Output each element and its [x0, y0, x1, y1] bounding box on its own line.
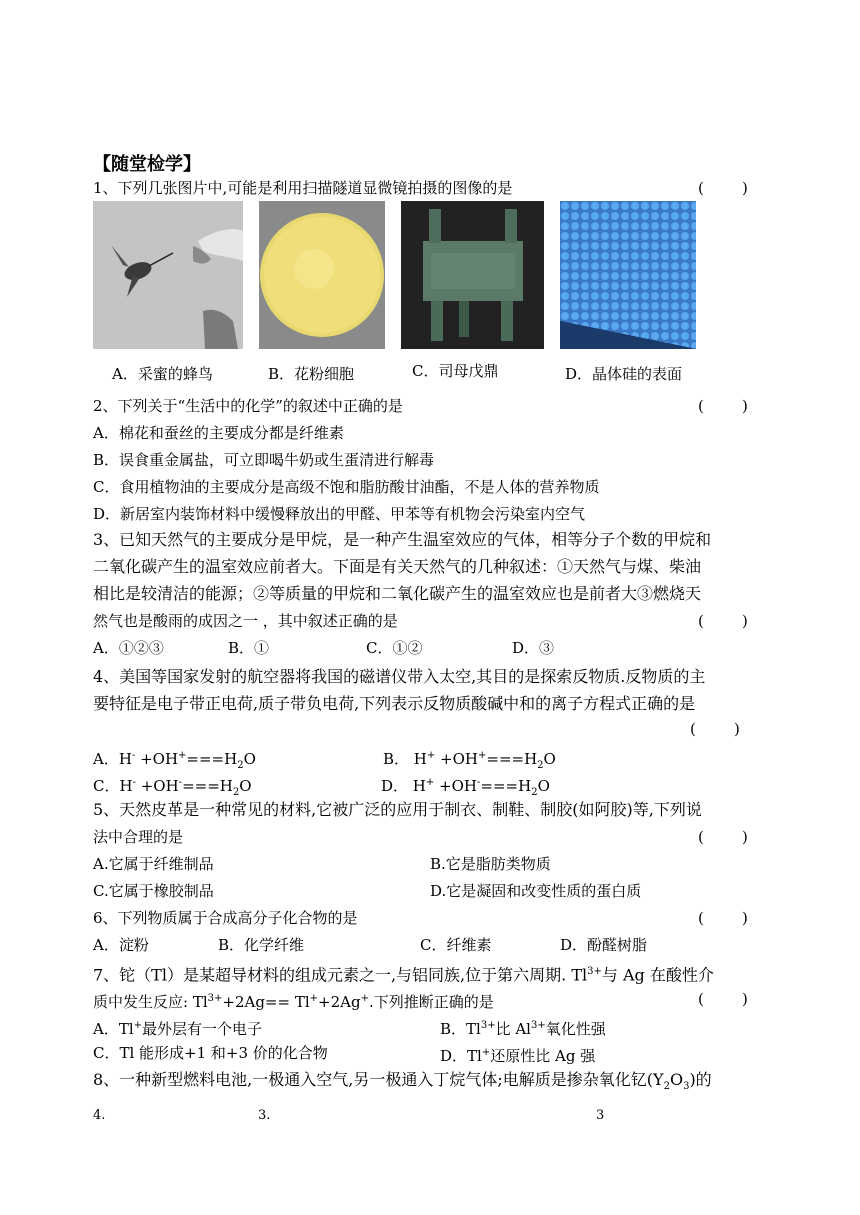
answer-blank: ( )	[698, 612, 748, 630]
q8-line-1: 8、一种新型燃料电池,一极通入空气,另一极通入丁烷气体;电解质是掺杂氧化钇$(Y_2O_3)$的	[93, 1070, 712, 1093]
q7-option-a: A．Tl+最外层有一个电子	[93, 1020, 263, 1038]
pollen-cell-image	[259, 201, 385, 349]
q7-option-b: B．$Tl^{3+}$比 $Al^{3+}$氧化性强	[440, 1020, 606, 1038]
q4-option-a: A．$H^- +OH^+===H_2O$	[93, 750, 256, 771]
q3-line-3: 相比是较清洁的能源；②等质量的甲烷和二氧化碳产生的温室效应也是前者大③燃烧天	[93, 584, 702, 603]
q3-option-c: C．①②	[366, 639, 423, 657]
q2-option-c: C．食用植物油的主要成分是高级不饱和脂肪酸甘油酯，不是人体的营养物质	[93, 478, 600, 496]
caption-b: B．花粉细胞	[268, 365, 355, 383]
q3-line-2: 二氧化碳产生的温室效应前者大。下面是有关天然气的几种叙述：①天然气与煤、柴油	[93, 557, 702, 576]
section-heading: 【随堂检学】	[93, 154, 201, 175]
q5-option-a: A.它属于纤维制品	[93, 855, 214, 873]
q2-option-d: D．新居室内装饰材料中缓慢释放出的甲醛、甲苯等有机物会污染室内空气	[93, 505, 586, 523]
question-1-text: 1、下列几张图片中,可能是利用扫描隧道显微镜拍摄的图像的是	[93, 179, 513, 197]
answer-blank: ( )	[698, 828, 748, 846]
q2-option-b: B．误食重金属盐，可立即喝牛奶或生蛋清进行解毒	[93, 451, 435, 469]
q4-option-c: C．$H^- +OH^-===H_2O$	[93, 777, 252, 798]
q5-line-2: 法中合理的是	[93, 828, 184, 846]
q3-option-d: D．③	[512, 639, 555, 657]
q2-option-a: A．棉花和蚕丝的主要成分都是纤维素	[93, 424, 344, 442]
q6-option-b: B．化学纤维	[218, 936, 305, 954]
ding-vessel-image	[401, 201, 544, 349]
question-2-text: 2、下列关于“生活中的化学”的叙述中正确的是	[93, 397, 403, 415]
silicon-surface-image	[560, 201, 696, 349]
q3-option-a: A．①②③	[93, 639, 164, 657]
answer-blank: ( )	[698, 397, 748, 415]
q3-option-b: B．①	[228, 639, 270, 657]
q3-line-4: 然气也是酸雨的成因之一 ，其中叙述正确的是	[93, 612, 398, 630]
answer-blank: ( )	[698, 909, 748, 927]
q6-option-c: C．纤维素	[420, 936, 492, 954]
q5-option-c: C.它属于橡胶制品	[93, 882, 214, 900]
answer-blank: ( )	[698, 179, 748, 197]
q6-text: 6、下列物质属于合成高分子化合物的是	[93, 909, 358, 927]
q6-option-d: D．酚醛树脂	[560, 936, 648, 954]
q6-option-a: A．淀粉	[93, 936, 149, 954]
footer-mark-1: 4.	[93, 1108, 106, 1123]
q5-option-d: D.它是凝固和改变性质的蛋白质	[430, 882, 642, 900]
q3-line-1: 3、已知天然气的主要成分是甲烷，是一种产生温室效应的气体，相等分子个数的甲烷和	[93, 530, 712, 549]
q4-line-2: 要特征是电子带正电荷,质子带负电荷,下列表示反物质酸碱中和的离子方程式正确的是	[93, 694, 696, 713]
q4-option-b: B． $H^+ +OH^+===H_2O$	[383, 750, 556, 771]
answer-blank: ( )	[690, 720, 740, 738]
caption-d: D．晶体硅的表面	[565, 365, 683, 383]
q7-line-2: 质中发生反应: $Tl^{3+}+2Ag== Tl^++2Ag^+$.下列推断正确的是	[93, 993, 494, 1011]
caption-a: A．采蜜的蜂鸟	[112, 365, 213, 383]
answer-blank: ( )	[698, 990, 748, 1008]
q5-option-b: B.它是脂肪类物质	[430, 855, 551, 873]
hummingbird-image	[93, 201, 243, 349]
q5-line-1: 5、天然皮革是一种常见的材料,它被广泛的应用于制衣、制鞋、制胶(如阿胶)等,下列说	[93, 800, 702, 819]
q7-option-c: C．Tl 能形成+1 和+3 价的化合物	[93, 1044, 328, 1062]
q7-line-1: 7、铊（Tl）是某超导材料的组成元素之一,与铝同族,位于第六周期. $Tl^{3+}$与 Ag 在酸性介	[93, 965, 714, 985]
footer-mark-3: 3	[596, 1108, 605, 1123]
caption-c: C．司母戊鼎	[412, 362, 499, 380]
q4-option-d: D． $H^+ +OH^-===H_2O$	[381, 777, 550, 798]
q4-line-1: 4、美国等国家发射的航空器将我国的磁谱仪带入太空,其目的是探索反物质.反物质的主	[93, 667, 706, 686]
footer-mark-2: 3.	[258, 1108, 271, 1123]
q7-option-d: D．Tl+还原性比 Ag 强	[440, 1047, 596, 1065]
